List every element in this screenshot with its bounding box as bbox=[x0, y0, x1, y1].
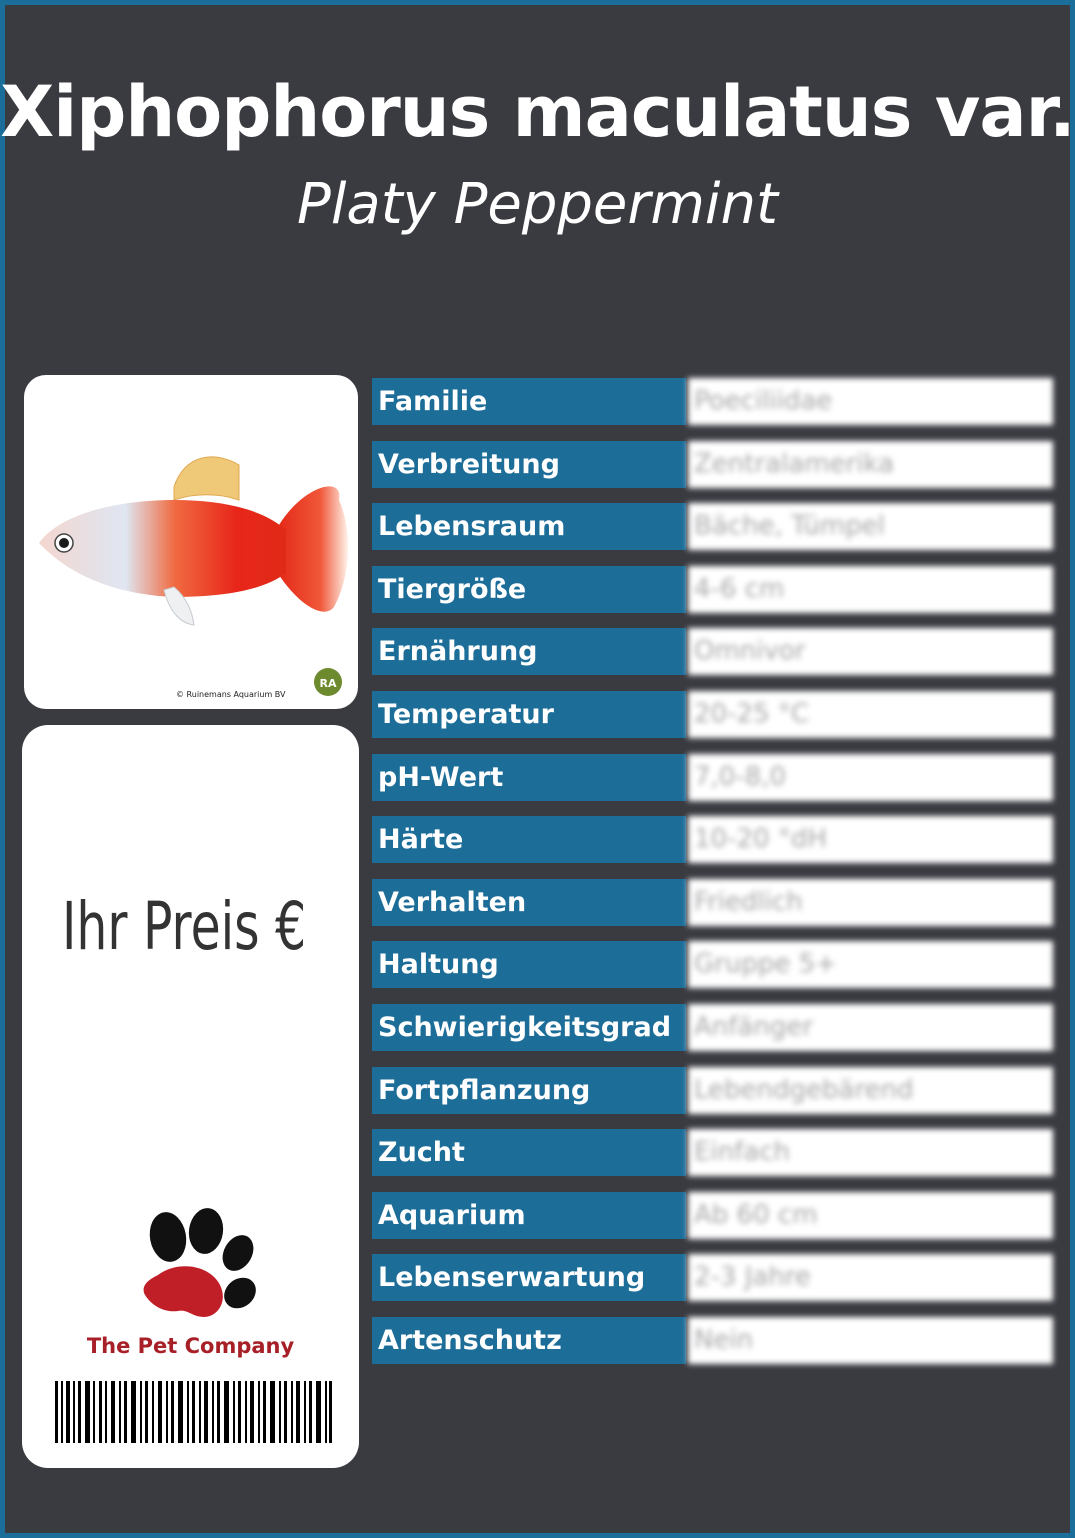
row-label: Familie bbox=[372, 378, 686, 425]
ra-logo-icon: RA bbox=[319, 677, 337, 690]
table-row bbox=[372, 503, 1053, 550]
row-value: Omnivor bbox=[688, 628, 1053, 675]
barcode-icon bbox=[55, 1381, 332, 1443]
row-label: Artenschutz bbox=[372, 1317, 686, 1364]
table-row bbox=[372, 1004, 1053, 1051]
row-value: Poeciliidae bbox=[688, 378, 1053, 425]
row-label: Haltung bbox=[372, 941, 686, 988]
table-row bbox=[372, 879, 1053, 926]
row-value: Gruppe 5+ bbox=[688, 941, 1053, 988]
row-label: Härte bbox=[372, 816, 686, 863]
table-row bbox=[372, 566, 1053, 613]
row-label: Verbreitung bbox=[372, 441, 686, 488]
table-row bbox=[372, 816, 1053, 863]
row-label: Lebensraum bbox=[372, 503, 686, 550]
table-row bbox=[372, 754, 1053, 801]
row-label: pH-Wert bbox=[372, 754, 686, 801]
row-label: Verhalten bbox=[372, 879, 686, 926]
row-value: Einfach bbox=[688, 1129, 1053, 1176]
table-row bbox=[372, 1129, 1053, 1176]
row-value: Zentralamerika bbox=[688, 441, 1053, 488]
row-value: 7,0-8,0 bbox=[688, 754, 1053, 801]
row-label: Schwierigkeitsgrad bbox=[372, 1004, 686, 1051]
fish-illustration bbox=[24, 375, 358, 709]
paw-logo-icon bbox=[130, 1205, 260, 1335]
table-row bbox=[372, 441, 1053, 488]
row-value: Anfänger bbox=[688, 1004, 1053, 1051]
table-row bbox=[372, 1192, 1053, 1239]
row-value: Ab 60 cm bbox=[688, 1192, 1053, 1239]
species-title: Xiphophorus maculatus var. bbox=[0, 71, 1075, 153]
row-label: Lebenserwartung bbox=[372, 1254, 686, 1301]
row-label: Fortpflanzung bbox=[372, 1067, 686, 1114]
row-value: 20-25 °C bbox=[688, 691, 1053, 738]
table-row bbox=[372, 1067, 1053, 1114]
row-value: Bäche, Tümpel bbox=[688, 503, 1053, 550]
row-label: Aquarium bbox=[372, 1192, 686, 1239]
row-label: Ernährung bbox=[372, 628, 686, 675]
price-label: Ihr Preis € bbox=[62, 888, 307, 965]
table-row bbox=[372, 378, 1053, 425]
row-label: Tiergröße bbox=[372, 566, 686, 613]
row-value: 4-6 cm bbox=[688, 566, 1053, 613]
species-common-name: Platy Peppermint bbox=[297, 172, 778, 237]
row-value: Nein bbox=[688, 1317, 1053, 1364]
fish-photo bbox=[24, 375, 358, 709]
table-row bbox=[372, 1254, 1053, 1301]
table-row bbox=[372, 1317, 1053, 1364]
table-row bbox=[372, 941, 1053, 988]
photo-copyright: © Ruinemans Aquarium BV bbox=[176, 690, 286, 699]
row-value: 2-3 Jahre bbox=[688, 1254, 1053, 1301]
table-row bbox=[372, 691, 1053, 738]
row-value: Lebendgebärend bbox=[688, 1067, 1053, 1114]
row-label: Temperatur bbox=[372, 691, 686, 738]
row-value: 10-20 °dH bbox=[688, 816, 1053, 863]
table-row bbox=[372, 628, 1053, 675]
brand-name: The Pet Company bbox=[86, 1334, 295, 1358]
row-label: Zucht bbox=[372, 1129, 686, 1176]
row-value: Friedlich bbox=[688, 879, 1053, 926]
